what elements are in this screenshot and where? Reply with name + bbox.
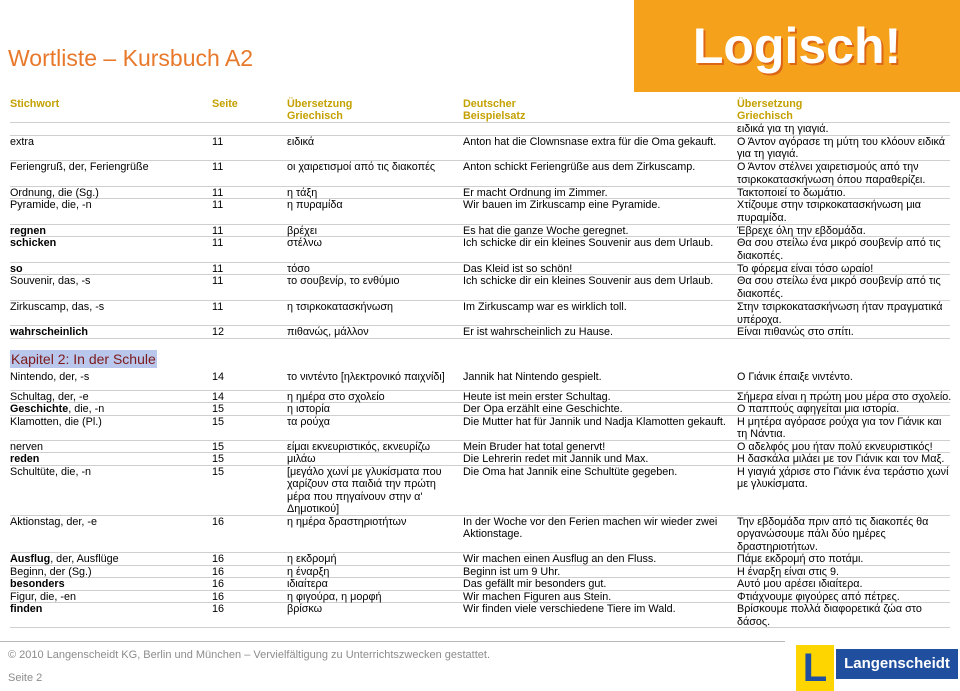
stichwort-head: Beginn: [10, 565, 44, 578]
stichwort-grammar: , der, Feriengrüße: [62, 161, 149, 174]
beispiel-uebersetzung-cell: Θα σου στείλω ένα μικρό σουβενίρ από τις διακοπές.: [737, 275, 950, 300]
table-row: [10, 566, 950, 579]
stichwort-head: Schultag: [10, 390, 53, 403]
stichwort-head: Aktionstag: [10, 515, 61, 528]
stichwort-cell: [10, 516, 212, 554]
table-row: [10, 516, 950, 554]
uebersetzung-cell: η ιστορία: [287, 403, 463, 416]
beispiel-uebersetzung-cell: Σήμερα είναι η πρώτη μου μέρα στο σχολείο.: [737, 390, 952, 403]
stichwort-cell: [10, 263, 212, 276]
seite-cell: 11: [212, 301, 287, 326]
stichwort-head: wahrscheinlich: [10, 326, 89, 339]
beispiel-uebersetzung-cell: Τακτοποιεί το δωμάτιο.: [737, 187, 950, 200]
beispiel-uebersetzung-cell: Την εβδομάδα πριν από τις διακοπές θα οργανώσουμε πάλι δύο ημέρες δραστηριοτήτων.: [737, 516, 950, 554]
table-row: [10, 453, 950, 466]
stichwort-head: Figur: [10, 590, 35, 603]
uebersetzung-cell: βρέχει: [287, 225, 463, 238]
stichwort-head: Pyramide: [10, 199, 56, 212]
stichwort-grammar: , das, -s: [52, 275, 91, 288]
table-row: [10, 136, 950, 161]
stichwort-cell: [10, 237, 212, 262]
stichwort-head: regnen: [10, 224, 46, 237]
uebersetzung-cell: το νιντέντο [ηλεκτρονικό παιχνίδι]: [287, 371, 463, 391]
column-header-beispiel-uebersetzung: Übersetzung Griechisch: [737, 98, 950, 123]
beispiel-uebersetzung-cell: Αυτό μου αρέσει ιδιαίτερα.: [737, 578, 950, 591]
seite-cell: 11: [212, 199, 287, 224]
stichwort-head: finden: [10, 603, 43, 616]
beispielsatz-cell: Wir machen einen Ausflug an den Fluss.: [463, 553, 737, 566]
beispielsatz-cell: Die Lehrerin redet mit Jannik und Max.: [463, 453, 737, 466]
seite-cell: 11: [212, 187, 287, 200]
stichwort-grammar: , der, Ausflüge: [50, 553, 119, 566]
uebersetzung-cell: ιδιαίτερα: [287, 578, 463, 591]
table-row: [10, 403, 950, 416]
beispielsatz-cell: Das gefällt mir besonders gut.: [463, 578, 737, 591]
table-row: [10, 225, 950, 238]
table-row: [10, 326, 950, 339]
stichwort-grammar: , der, -e: [60, 515, 98, 528]
uebersetzung-cell: η ημέρα στο σχολείο: [287, 391, 463, 404]
beispielsatz-cell: Beginn ist um 9 Uhr.: [463, 566, 737, 579]
beispiel-uebersetzung-cell: Είναι πιθανώς στο σπίτι.: [737, 326, 950, 339]
beispiel-uebersetzung-cell: ειδικά για τη γιαγιά.: [737, 123, 950, 136]
page-number: Seite 2: [8, 672, 43, 684]
beispiel-uebersetzung-cell: Χτίζουμε στην τσιρκοκατασκήνωση μια πυραμίδα.: [737, 199, 950, 224]
stichwort-cell: [10, 441, 212, 454]
copyright-text: © 2010 Langenscheidt KG, Berlin und München – Vervielfältigung zu Unterrichtszwecken gestattet.: [8, 649, 490, 661]
stichwort-head: Schultüte: [10, 465, 56, 478]
stichwort-cell: [10, 371, 212, 391]
uebersetzung-cell: η πυραμίδα: [287, 199, 463, 224]
beispielsatz-cell: Jannik hat Nintendo gespielt.: [463, 371, 737, 391]
stichwort-head: so: [10, 262, 23, 275]
column-header-beispielsatz: Deutscher Beispielsatz: [463, 98, 737, 123]
uebersetzung-cell: η εκδρομή: [287, 553, 463, 566]
stichwort-cell: [10, 123, 212, 136]
beispielsatz-cell: Wir machen Figuren aus Stein.: [463, 591, 737, 604]
beispielsatz-cell: Mein Bruder hat total genervt!: [463, 441, 737, 454]
stichwort-cell: [10, 187, 212, 200]
uebersetzung-cell: η ημέρα δραστηριοτήτων: [287, 516, 463, 554]
chapter-wordlist-body: [10, 371, 950, 629]
stichwort-cell: [10, 225, 212, 238]
stichwort-cell: [10, 275, 212, 300]
stichwort-grammar: , die, -en: [34, 590, 77, 603]
stichwort-grammar: , der, -s: [53, 370, 90, 383]
beispielsatz-cell: Das Kleid ist so schön!: [463, 263, 737, 276]
beispiel-uebersetzung-cell: Η γιαγιά χάρισε στο Γιάνικ ένα τεράστιο χωνί με γλυκίσματα.: [737, 466, 950, 516]
beispiel-uebersetzung-cell: Έβρεχε όλη την εβδομάδα.: [737, 225, 950, 238]
uebersetzung-cell: είμαι εκνευριστικός, εκνευρίζω: [287, 441, 463, 454]
table-row: [10, 161, 950, 186]
stichwort-grammar: , die, -n: [55, 199, 92, 212]
uebersetzung-cell: [μεγάλο χωνί με γλυκίσματα που χαρίζουν στα παιδιά την πρώτη μέρα που πηγαίνουν στην α' Δημοτικού]: [287, 466, 463, 516]
stichwort-cell: [10, 326, 212, 339]
seite-cell: 15: [212, 403, 287, 416]
seite-cell: 11: [212, 263, 287, 276]
seite-cell: [212, 123, 287, 136]
stichwort-head: schicken: [10, 237, 57, 250]
beispiel-uebersetzung-cell: Φτιάχνουμε φιγούρες από πέτρες.: [737, 591, 950, 604]
seite-cell: 11: [212, 161, 287, 186]
uebersetzung-cell: η έναρξη: [287, 566, 463, 579]
page-title: Wortliste – Kursbuch A2: [8, 45, 254, 71]
seite-cell: 14: [212, 391, 287, 404]
seite-cell: 14: [212, 371, 287, 391]
beispielsatz-cell: [463, 123, 737, 136]
stichwort-grammar: , die (Pl.): [58, 415, 102, 428]
stichwort-cell: [10, 566, 212, 579]
stichwort-cell: [10, 578, 212, 591]
beispiel-uebersetzung-cell: Ο παππούς αφηγείται μια ιστορία.: [737, 403, 950, 416]
stichwort-cell: [10, 199, 212, 224]
stichwort-cell: [10, 466, 212, 516]
uebersetzung-cell: [287, 123, 463, 136]
uebersetzung-cell: οι χαιρετισμοί από τις διακοπές: [287, 161, 463, 186]
table-row: [10, 391, 950, 404]
beispiel-uebersetzung-cell: Ο Γιάνικ έπαιξε νιντέντο.: [737, 371, 950, 391]
beispielsatz-cell: Anton schickt Feriengrüße aus dem Zirkuscamp.: [463, 161, 737, 186]
uebersetzung-cell: το σουβενίρ, το ενθύμιο: [287, 275, 463, 300]
table-row: [10, 578, 950, 591]
langenscheidt-logo-mark: [796, 645, 834, 691]
seite-cell: 16: [212, 591, 287, 604]
stichwort-grammar: , der (Sg.): [43, 565, 92, 578]
seite-cell: 11: [212, 275, 287, 300]
beispielsatz-cell: In der Woche vor den Ferien machen wir wieder zwei Aktionstage.: [463, 516, 737, 554]
beispielsatz-cell: Die Oma hat Jannik eine Schultüte gegeben.: [463, 466, 737, 516]
stichwort-cell: [10, 453, 212, 466]
uebersetzung-cell: ειδικά: [287, 136, 463, 161]
stichwort-cell: [10, 391, 212, 404]
beispielsatz-cell: Ich schicke dir ein kleines Souvenir aus dem Urlaub.: [463, 275, 737, 300]
stichwort-head: besonders: [10, 578, 65, 591]
seite-cell: 11: [212, 225, 287, 238]
stichwort-head: reden: [10, 453, 40, 466]
beispielsatz-cell: Im Zirkuscamp war es wirklich toll.: [463, 301, 737, 326]
beispiel-uebersetzung-cell: Βρίσκουμε πολλά διαφορετικά ζώα στο δάσος.: [737, 603, 950, 628]
seite-cell: 15: [212, 453, 287, 466]
seite-cell: 12: [212, 326, 287, 339]
uebersetzung-cell: τα ρούχα: [287, 416, 463, 441]
table-row: [10, 237, 950, 262]
table-row: [10, 603, 950, 628]
uebersetzung-cell: βρίσκω: [287, 603, 463, 628]
beispiel-uebersetzung-cell: Ο Άντον στέλνει χαιρετισμούς από την τσιρκοκατασκήνωση όπου παραθερίζει.: [737, 161, 950, 186]
stichwort-cell: [10, 591, 212, 604]
stichwort-grammar: , die, -n: [68, 403, 105, 416]
table-row: [10, 441, 950, 454]
stichwort-grammar: , die, -n: [55, 465, 92, 478]
beispielsatz-cell: Ich schicke dir ein kleines Souvenir aus dem Urlaub.: [463, 237, 737, 262]
stichwort-head: Souvenir: [10, 275, 53, 288]
stichwort-cell: [10, 403, 212, 416]
seite-cell: 16: [212, 516, 287, 554]
stichwort-head: nerven: [10, 440, 44, 453]
seite-cell: 11: [212, 237, 287, 262]
beispielsatz-cell: Die Mutter hat für Jannik und Nadja Klamotten gekauft.: [463, 416, 737, 441]
beispielsatz-cell: Heute ist mein erster Schultag.: [463, 391, 737, 404]
seite-cell: 16: [212, 566, 287, 579]
langenscheidt-logo-text: Langenscheidt: [844, 655, 950, 672]
seite-cell: 16: [212, 578, 287, 591]
beispiel-uebersetzung-cell: Η έναρξη είναι στις 9.: [737, 566, 950, 579]
beispielsatz-cell: Wir finden viele verschiedene Tiere im Wald.: [463, 603, 737, 628]
uebersetzung-cell: μιλάω: [287, 453, 463, 466]
stichwort-cell: [10, 603, 212, 628]
stichwort-head: Ausflug: [10, 553, 51, 566]
beispiel-uebersetzung-cell: Στην τσιρκοκατασκήνωση ήταν πραγματικά υπέροχα.: [737, 301, 950, 326]
table-header-row: [10, 98, 950, 123]
chapter-heading: Kapitel 2: In der Schule: [11, 351, 156, 367]
logisch-logo: [634, 0, 960, 92]
column-header-stichwort: Stichwort: [10, 98, 212, 123]
stichwort-head: Feriengruß: [10, 161, 63, 174]
uebersetzung-cell: η φιγούρα, η μορφή: [287, 591, 463, 604]
table-row: [10, 371, 950, 391]
beispielsatz-cell: Wir bauen im Zirkuscamp eine Pyramide.: [463, 199, 737, 224]
logisch-logo-text: Logisch!: [692, 18, 902, 74]
stichwort-grammar: , das, -s: [65, 300, 105, 313]
seite-cell: 16: [212, 553, 287, 566]
stichwort-grammar: , die (Sg.): [52, 186, 99, 199]
beispiel-uebersetzung-cell: Το φόρεμα είναι τόσο ωραίο!: [737, 263, 950, 276]
table-row: [10, 301, 950, 326]
column-header-uebersetzung: Übersetzung Griechisch: [287, 98, 463, 123]
beispiel-uebersetzung-cell: Ο αδελφός μου ήταν πολύ εκνευριστικός!: [737, 441, 950, 454]
stichwort-head: Klamotten: [10, 415, 59, 428]
beispiel-uebersetzung-cell: Πάμε εκδρομή στο ποτάμι.: [737, 553, 950, 566]
wordlist-table: [10, 98, 950, 339]
langenscheidt-l-icon: L: [802, 646, 828, 690]
chapter-wordlist-table: [10, 371, 950, 629]
stichwort-cell: [10, 301, 212, 326]
uebersetzung-cell: στέλνω: [287, 237, 463, 262]
seite-cell: 15: [212, 441, 287, 454]
beispielsatz-cell: Es hat die ganze Woche geregnet.: [463, 225, 737, 238]
footer-divider: [0, 641, 785, 642]
beispielsatz-cell: Anton hat die Clownsnase extra für die Oma gekauft.: [463, 136, 737, 161]
seite-cell: 15: [212, 416, 287, 441]
uebersetzung-cell: πιθανώς, μάλλον: [287, 326, 463, 339]
beispiel-uebersetzung-cell: Θα σου στείλω ένα μικρό σουβενίρ από τις διακοπές.: [737, 237, 950, 262]
seite-cell: 16: [212, 603, 287, 628]
wordlist-body: [10, 123, 950, 339]
seite-cell: 15: [212, 466, 287, 516]
table-row: [10, 591, 950, 604]
stichwort-head: Nintendo: [10, 370, 54, 383]
stichwort-head: Geschichte: [10, 403, 69, 416]
stichwort-head: extra: [10, 135, 35, 148]
beispiel-uebersetzung-cell: Ο Άντον αγόρασε τη μύτη του κλόουν ειδικά για τη γιαγιά.: [737, 136, 950, 161]
beispiel-uebersetzung-cell: Η μητέρα αγόρασε ρούχα για τον Γιάνικ και τη Νάντια.: [737, 416, 950, 441]
table-row: [10, 199, 950, 224]
table-row: [10, 123, 950, 136]
stichwort-cell: [10, 136, 212, 161]
table-row: [10, 553, 950, 566]
table-row: [10, 275, 950, 300]
table-row: [10, 187, 950, 200]
seite-cell: 11: [212, 136, 287, 161]
stichwort-head: Zirkuscamp: [10, 300, 66, 313]
column-header-seite: Seite: [212, 98, 287, 123]
beispielsatz-cell: Er ist wahrscheinlich zu Hause.: [463, 326, 737, 339]
langenscheidt-logo: [836, 649, 958, 679]
table-row: [10, 466, 950, 516]
uebersetzung-cell: η τάξη: [287, 187, 463, 200]
stichwort-cell: [10, 416, 212, 441]
beispiel-uebersetzung-cell: Η δασκάλα μιλάει με τον Γιάνικ και τον Μαξ.: [737, 453, 950, 466]
beispielsatz-cell: Der Opa erzählt eine Geschichte.: [463, 403, 737, 416]
stichwort-grammar: , der, -e: [52, 390, 89, 403]
uebersetzung-cell: η τσιρκοκατασκήνωση: [287, 301, 463, 326]
beispielsatz-cell: Er macht Ordnung im Zimmer.: [463, 187, 737, 200]
stichwort-cell: [10, 161, 212, 186]
table-row: [10, 263, 950, 276]
table-row: [10, 416, 950, 441]
uebersetzung-cell: τόσο: [287, 263, 463, 276]
stichwort-cell: [10, 553, 212, 566]
stichwort-head: Ordnung: [10, 186, 53, 199]
